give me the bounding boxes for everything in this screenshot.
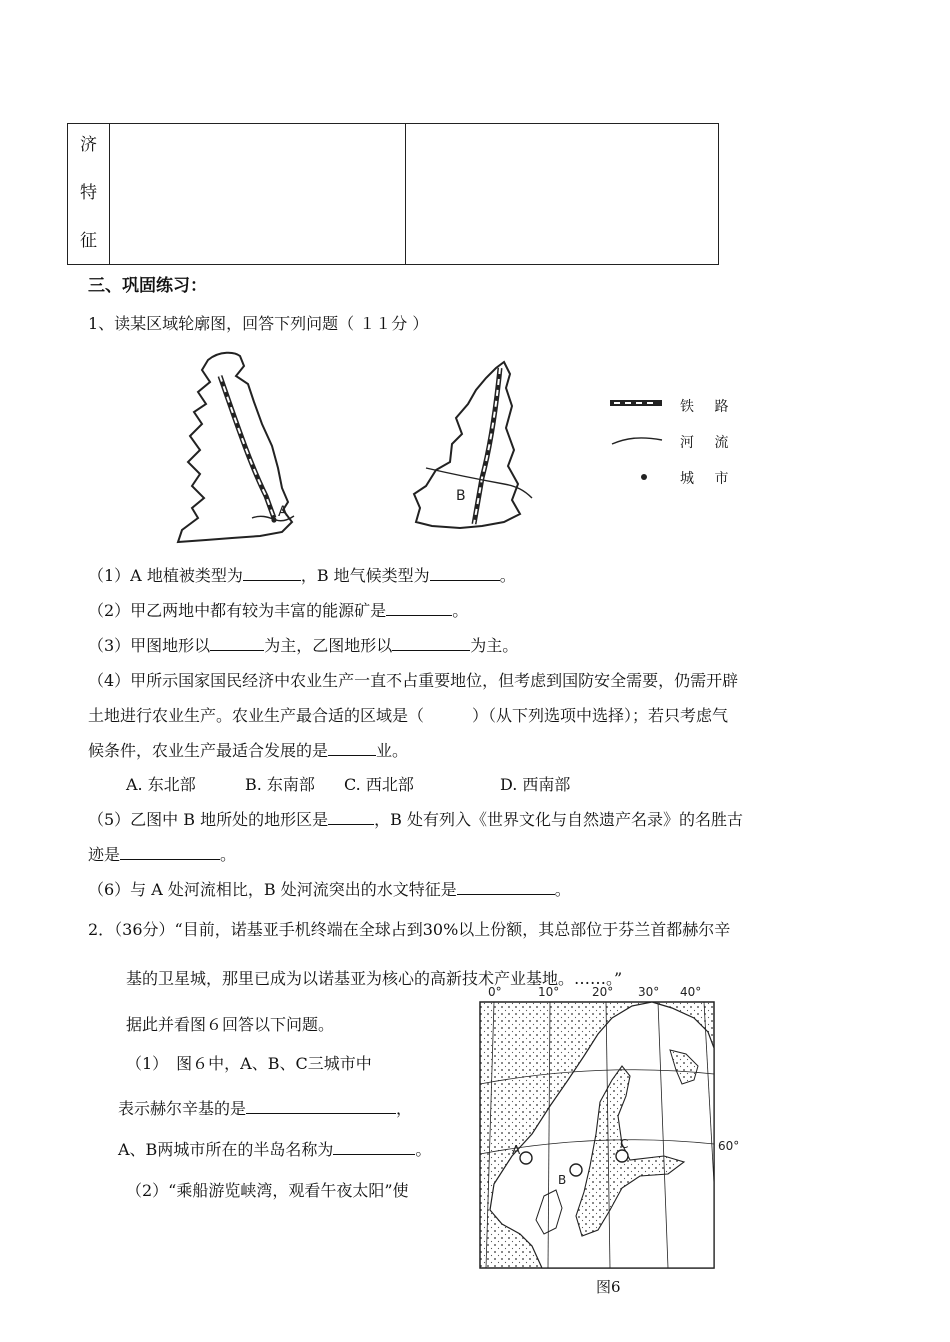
q1-sub6 (88, 877, 571, 900)
city-c-marker (616, 1150, 628, 1162)
q2-sub1-line1: （1） 图６中，A、B、C三城市中 (126, 1054, 372, 1073)
q2-sub2-line1: （2）“乘船游览峡湾，观看午夜太阳”使 (126, 1181, 409, 1200)
legend-railway-label: 铁 路 (680, 399, 737, 415)
q2-sub1-text-b: 表示赫尔辛基的是 (118, 1099, 247, 1118)
table-cell-jia (110, 124, 406, 264)
map-lon-20: 20° (592, 985, 614, 999)
q1-sub3-text-c: 为主。 (470, 636, 519, 655)
q1-option-b: B. 东南部 (245, 775, 315, 794)
q1-sub4-line2: 土地进行农业生产。农业生产最合适的区域是（ ）（从下列选项中选择）；若只考虑气 (88, 706, 729, 725)
city-b-marker (570, 1164, 582, 1176)
q2-sub1-text-e: 。 (415, 1140, 432, 1159)
map-jia (170, 346, 300, 544)
q1-sub1-text-b: ，B 地气候类型为 (300, 566, 430, 585)
city-a-marker (271, 517, 276, 522)
answer-blank[interactable] (120, 845, 220, 860)
q2-sub1-line2 (118, 1096, 412, 1119)
q2-line3: 据此并看图６回答以下问题。 (126, 1015, 335, 1034)
answer-blank[interactable] (386, 601, 452, 616)
q1-option-d: D. 西南部 (500, 775, 571, 794)
q1-sub4-line3 (88, 738, 408, 761)
q1-sub2 (88, 598, 468, 621)
q1-sub5-line2 (88, 842, 236, 865)
row-label-char: 征 (80, 231, 97, 251)
q1-option-c: C. 西北部 (344, 775, 414, 794)
legend-symbols (608, 396, 668, 486)
map-city-a: A (512, 1143, 521, 1157)
map-label-b: B (456, 488, 466, 504)
figure6-caption: 图6 (596, 1278, 621, 1296)
q1-sub2-text-a: （2）甲乙两地中都有较为丰富的能源矿是 (88, 601, 387, 620)
map-city-b: B (558, 1173, 567, 1187)
q1-sub4-text-a: 候条件，农业生产最适合发展的是 (88, 741, 329, 760)
map-lon-0: 0° (488, 985, 502, 999)
map-lon-10: 10° (538, 985, 560, 999)
map-city-c: C (620, 1137, 629, 1151)
q1-sub3 (88, 633, 518, 656)
row-label-char: 特 (80, 183, 97, 203)
q1-sub1-text-a: （1）A 地植被类型为 (88, 566, 243, 585)
q1-sub6-text-a: （6）与 A 处河流相比，B 处河流突出的水文特征是 (88, 880, 457, 899)
q1-intro: 1、读某区域轮廓图，回答下列问题（ １１分 ） (88, 314, 429, 333)
q2-line1: 2．（36分）“目前，诺基亚手机终端在全球占到30%以上份额，其总部位于芬兰首都赫尔辛 (88, 920, 731, 939)
section-title: 三、巩固练习： (88, 276, 207, 296)
answer-blank[interactable] (243, 566, 301, 581)
q1-sub4-line1: （4）甲所示国家国民经济中农业生产一直不占重要地位，但考虑到国防安全需要，仍需开辟 (88, 671, 739, 690)
q1-sub5-text-d: 。 (220, 845, 237, 864)
answer-blank[interactable] (210, 636, 264, 651)
table-row-label-cell (68, 124, 110, 264)
answer-blank[interactable] (430, 566, 500, 581)
answer-blank[interactable] (328, 810, 374, 825)
legend-river-label: 河 流 (680, 435, 737, 451)
q1-sub1-text-c: 。 (499, 566, 516, 585)
row-label-char: 济 (80, 135, 97, 155)
q1-sub1 (88, 563, 516, 586)
answer-blank[interactable] (328, 741, 376, 756)
economic-features-table (67, 123, 719, 265)
q2-line2: 基的卫星城，那里已成为以诺基亚为核心的高新技术产业基地。……。” (126, 969, 623, 988)
river-symbol (612, 438, 662, 444)
q1-sub2-text-b: 。 (452, 601, 469, 620)
city-a-marker (520, 1152, 532, 1164)
q1-option-a: A. 东北部 (126, 775, 196, 794)
city-symbol (641, 474, 647, 480)
answer-blank[interactable] (392, 636, 470, 651)
answer-blank[interactable] (246, 1099, 396, 1114)
map-lat-60: 60° (718, 1139, 740, 1153)
map-lon-40: 40° (680, 985, 702, 999)
answer-blank[interactable] (457, 880, 555, 895)
q1-sub3-text-a: （3）甲图地形以 (88, 636, 211, 655)
q2-sub1-line3 (118, 1137, 431, 1160)
q1-sub6-text-b: 。 (554, 880, 571, 899)
map-yi (412, 358, 537, 533)
q1-sub4-text-b: 业。 (376, 741, 409, 760)
q1-sub5-text-c: 迹是 (88, 845, 121, 864)
map-lon-30: 30° (638, 985, 660, 999)
legend-city-label: 城 市 (680, 471, 737, 487)
figure6-map (472, 984, 744, 1294)
q1-sub5-text-a: （5）乙图中 B 地所处的地形区是 (88, 810, 329, 829)
q2-sub1-text-c: ， (396, 1099, 413, 1118)
q2-sub1-text-d: A、B两城市所在的半岛名称为 (118, 1140, 334, 1159)
outline-yi (414, 362, 520, 528)
map-label-a: A (278, 504, 288, 520)
q1-sub5-text-b: ，B 处有列入《世界文化与自然遗产名录》的名胜古 (374, 810, 743, 829)
q1-sub3-text-b: 为主，乙图地形以 (264, 636, 393, 655)
q1-sub5-line1 (88, 807, 743, 830)
answer-blank[interactable] (333, 1140, 415, 1155)
